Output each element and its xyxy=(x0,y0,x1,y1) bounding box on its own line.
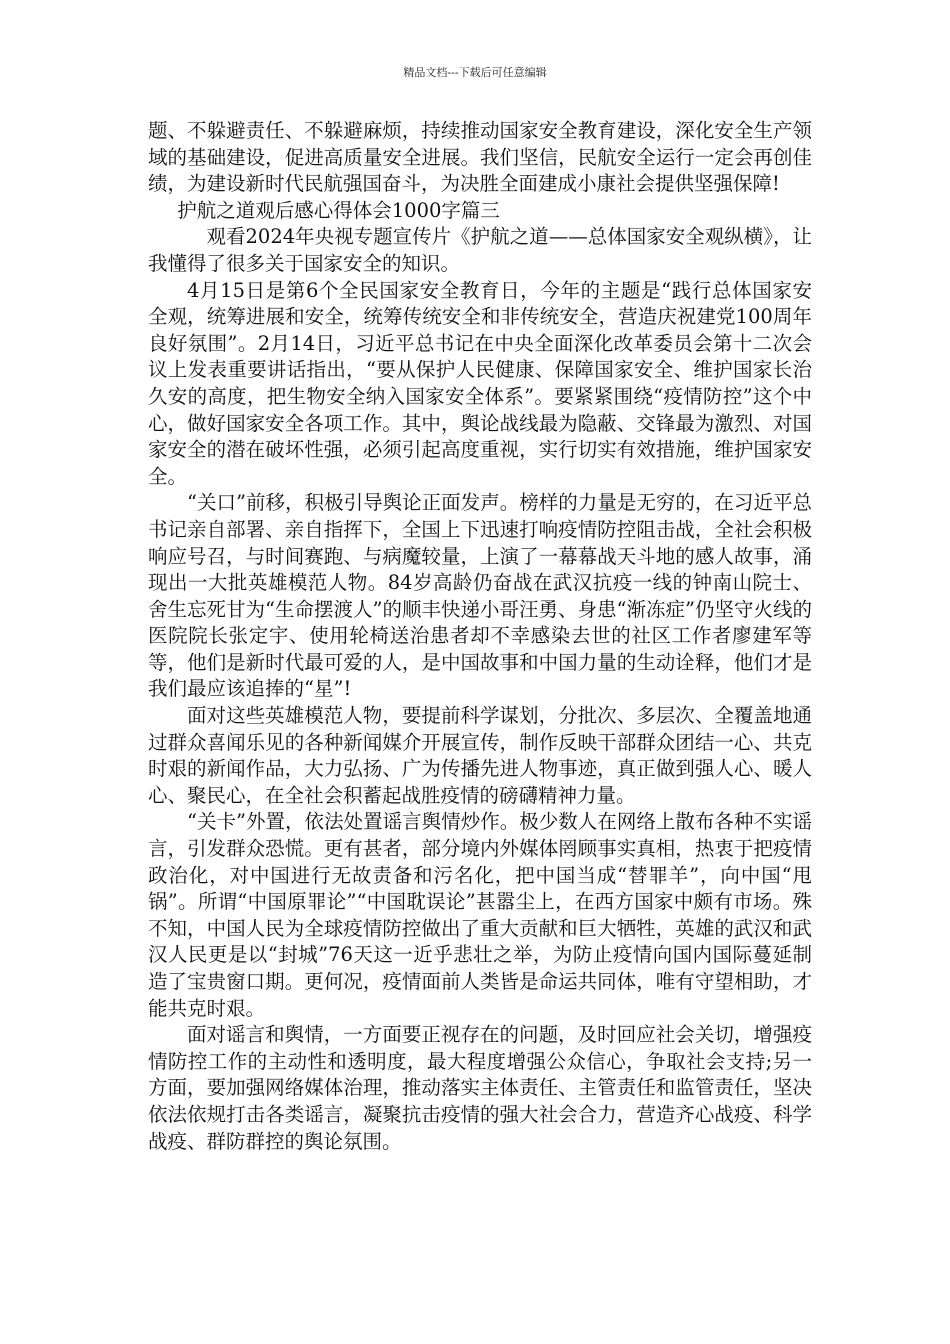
document-body xyxy=(148,118,812,1155)
paragraph-intro: 观看2024年央视专题宣传片《护航之道——总体国家安全观纵横》，让我懂得了很多关于国家安全的知识。 xyxy=(148,225,812,275)
paragraph-theme: 4月15日是第6个全民国家安全教育日，今年的主题是“践行总体国家安全观，统筹进展和安全，统筹传统安全和非传统安全，营造庆祝建党100周年良好氛围”。2月14日，习近平总书记在中央全面深化改革委员会第十二次会议上发表重要讲话指出，“要从保护人民健康、保障国家安全、维护国家长治久安的高度，把生物安全纳入国家安全体系”。要紧紧围绕“疫情防控”这个中心，做好国家安全各项工作。其中，舆论战线最为隐蔽、交锋最为激烈、对国家安全的潜在破坏性强，必须引起高度重视，实行切实有效措施，维护国家安全。 xyxy=(148,278,812,488)
paragraph-response: 面对谣言和舆情，一方面要正视存在的问题，及时回应社会关切，增强疫情防控工作的主动性和透明度，最大程度增强公众信心，争取社会支持;另一方面，要加强网络媒体治理，推动落实主体责任、主管责任和监管责任，坚决依法依规打击各类谣言，凝聚抗击疫情的强大社会合力，营造齐心战疫、科学战疫、群防群控的舆论氛围。 xyxy=(148,1023,812,1153)
paragraph-rumors: “关卡”外置，依法处置谣言舆情炒作。极少数人在网络上散布各种不实谣言，引发群众恐慌。更有甚者，部分境内外媒体罔顾事实真相，热衷于把疫情政治化，对中国进行无故责备和污名化，把中国当成“替罪羊”，向中国“甩锅”。所谓“中国原罪论”“中国耽误论”甚嚣尘上，在西方国家中颇有市场。殊不知，中国人民为全球疫情防控做出了重大贡献和巨大牺牲，英雄的武汉和武汉人民更是以“封城”76天这一近乎悲壮之举，为防止疫情向国内国际蔓延制造了宝贵窗口期。更何况，疫情面前人类皆是命运共同体，唯有守望相助，才能共克时艰。 xyxy=(148,810,812,1020)
page-header: 精品文档---下载后可任意编辑 xyxy=(403,66,547,79)
paragraph-guidance: “关口”前移，积极引导舆论正面发声。榜样的力量是无穷的，在习近平总书记亲自部署、亲自指挥下，全国上下迅速打响疫情防控阻击战，全社会积极响应号召，与时间赛跑、与病魔较量，上演了一幕幕战天斗地的感人故事，涌现出一大批英雄模范人物。84岁高龄仍奋战在武汉抗疫一线的钟南山院士、舍生忘死甘为“生命摆渡人”的顺丰快递小哥汪勇、身患“渐冻症”仍坚守火线的医院院长张定宇、使用轮椅送治患者却不幸感染去世的社区工作者廖建军等等，他们是新时代最可爱的人，是中国故事和中国力量的生动诠释，他们才是我们最应该追捧的“星”! xyxy=(148,491,812,701)
section-heading: 护航之道观后感心得体会1000字篇三 xyxy=(177,198,500,222)
paragraph-publicity: 面对这些英雄模范人物，要提前科学谋划，分批次、多层次、全覆盖地通过群众喜闻乐见的各种新闻媒介开展宣传，制作反映干部群众团结一心、共克时艰的新闻作品，大力弘扬、广为传播先进人物事迹，真正做到强人心、暖人心、聚民心，在全社会积蓄起战胜疫情的磅礴精神力量。 xyxy=(148,704,812,807)
paragraph-continued: 题、不躲避责任、不躲避麻烦，持续推动国家安全教育建设，深化安全生产领域的基础建设，促进高质量安全进展。我们坚信，民航安全运行一定会再创佳绩，为建设新时代民航强国奋斗，为决胜全面建成小康社会提供坚强保障! xyxy=(148,119,812,196)
